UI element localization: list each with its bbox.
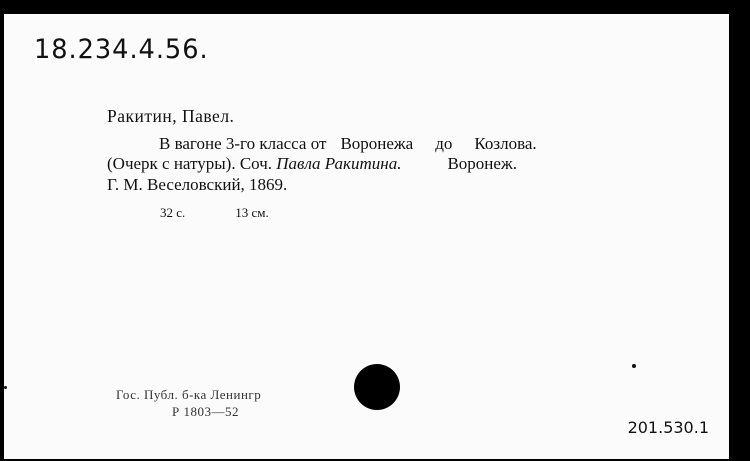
punch-hole	[354, 364, 400, 410]
title-line-1-part-c: до	[435, 134, 453, 153]
accession-number: 201.530.1	[627, 418, 709, 437]
physical-description	[160, 205, 269, 221]
title-line-1-part-b: Воронежа	[340, 134, 414, 153]
library-stamp-line-2: Р 1803—52	[172, 404, 239, 419]
book-size: 13 см.	[235, 205, 269, 220]
title-line-2	[107, 154, 517, 174]
title-line-1	[159, 134, 537, 154]
ink-speck	[4, 386, 7, 389]
call-number: 18.234.4.56.	[34, 34, 209, 65]
library-stamp-line-1: Гос. Публ. б-ка Ленингр	[116, 387, 262, 402]
author-heading: Ракитин, Павел.	[107, 106, 235, 126]
title-line-2-part-a: (Очерк с натуры). Соч.	[107, 154, 273, 173]
title-line-1-part-d: Козлова.	[474, 134, 537, 153]
ink-speck	[632, 364, 636, 368]
catalog-card	[4, 14, 729, 459]
page-count: 32 с.	[160, 205, 186, 220]
author-name-italic: Павла Ракитина.	[276, 154, 402, 173]
title-line-1-part-a: В вагоне 3-го класса от	[159, 134, 327, 153]
publisher-line: Г. М. Веселовский, 1869.	[107, 175, 288, 194]
publication-place: Воронеж.	[447, 154, 517, 173]
